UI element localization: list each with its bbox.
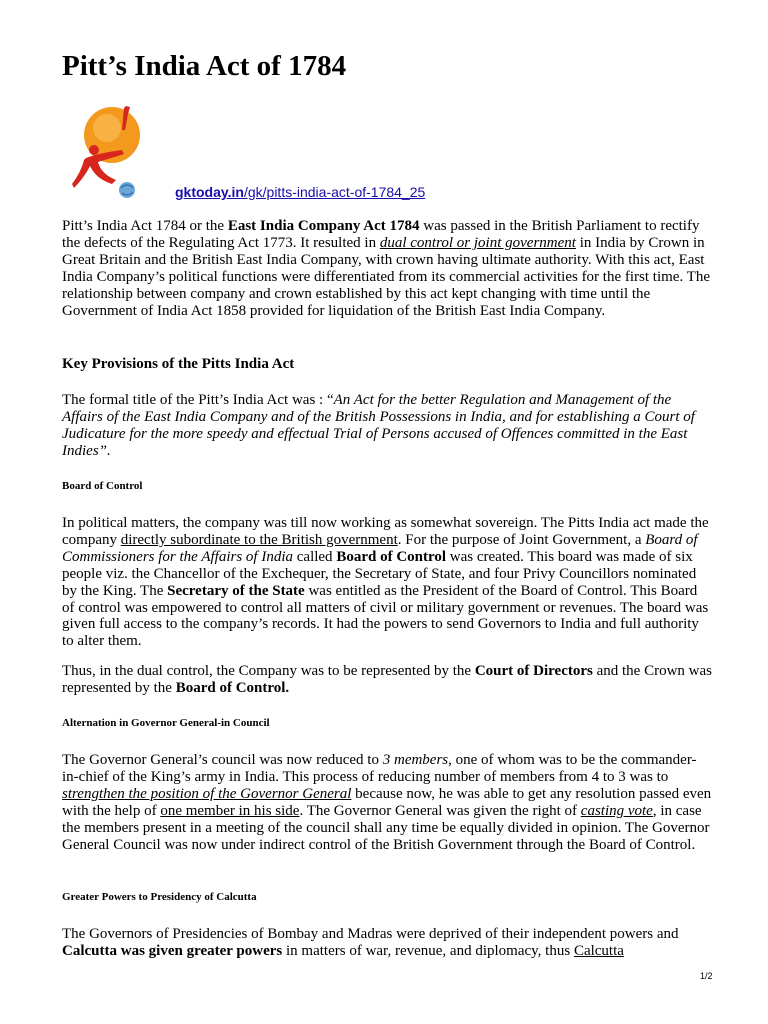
intro-paragraph: Pitt’s India Act 1784 or the East India Company Act 1784 was passed in the British Parliament to rectify the defects of the Regulating Act 1773. It resulted in dual control or joint government in India by Crown in Great Britain and the British East India Company, with crown having ultimate authority. With this act, East India Company’s political functions were differentiated from its commercial activities for the first time. The relationship between company and crown established by this act kept changing with time until the Government of India Act 1858 provided for liquidation of the British East India Company. [62, 218, 711, 319]
board-of-control-heading: Board of Control [62, 480, 143, 492]
page-title: Pitt’s India Act of 1784 [62, 50, 347, 82]
governor-council-heading: Alternation in Governor General-in Council [62, 717, 270, 729]
source-path: /gk/pitts-india-act-of-1784_25 [243, 184, 426, 200]
gktoday-logo [72, 104, 148, 198]
dual-control-paragraph: Thus, in the dual control, the Company was to be represented by the Court of Directors and the Crown was represented by the Board of Control. [62, 663, 712, 696]
dual-control-link: dual control or joint government [379, 234, 576, 251]
governor-general-paragraph: The Governor General’s council was now reduced to 3 members, one of whom was to be the commander-in-chief of the King’s army in India. This process of reducing number of members from 4 to 3 was to strengthen the position of the Governor General because now, he was able to get any resolution passed even with the help of one member in his side. The Governor General was given the right of casting vote, in case the members present in a meeting of the council shall any time be equally divided in opinion. The Governor General Council was now under indirect control of the British Government through the Board of Control. [62, 752, 712, 853]
board-paragraph: In political matters, the company was till now working as somewhat sovereign. The Pitts India act made the company directly subordinate to the British government. For the purpose of Joint Government, a Board of Commissioners for the Affairs of India called Board of Control was created. This board was made of six people viz. the Chancellor of the Exchequer, the Secretary of State, and four Privy Councillors nominated by the King. The Secretary of the State was entitled as the President of the Board of Control. This Board of control was empowered to control all matters of civil or military government or revenues. The board was given full access to the company’s records. It had the powers to send Governors to India and full authority to alter them. [62, 515, 709, 650]
key-provisions-heading: Key Provisions of the Pitts India Act [62, 356, 295, 372]
formal-title-paragraph: The formal title of the Pitt’s India Act was : “An Act for the better Regulation and Management of the Affairs of the East India Company and of the British Possessions in India, and for establishing a Court of Judicature for the more speedy and effectual Trial of Persons accused of Offences committed in the East Indies”. [62, 392, 695, 459]
calcutta-paragraph: The Governors of Presidencies of Bombay and Madras were deprived of their independent powers and Calcutta was given greater powers in matters of war, revenue, and diplomacy, thus Calcutta [62, 926, 679, 959]
calcutta-heading: Greater Powers to Presidency of Calcutta [62, 891, 257, 903]
source-domain: gktoday.in [175, 184, 244, 200]
source-link[interactable] [175, 184, 425, 200]
page-number: 1/2 [700, 971, 713, 981]
